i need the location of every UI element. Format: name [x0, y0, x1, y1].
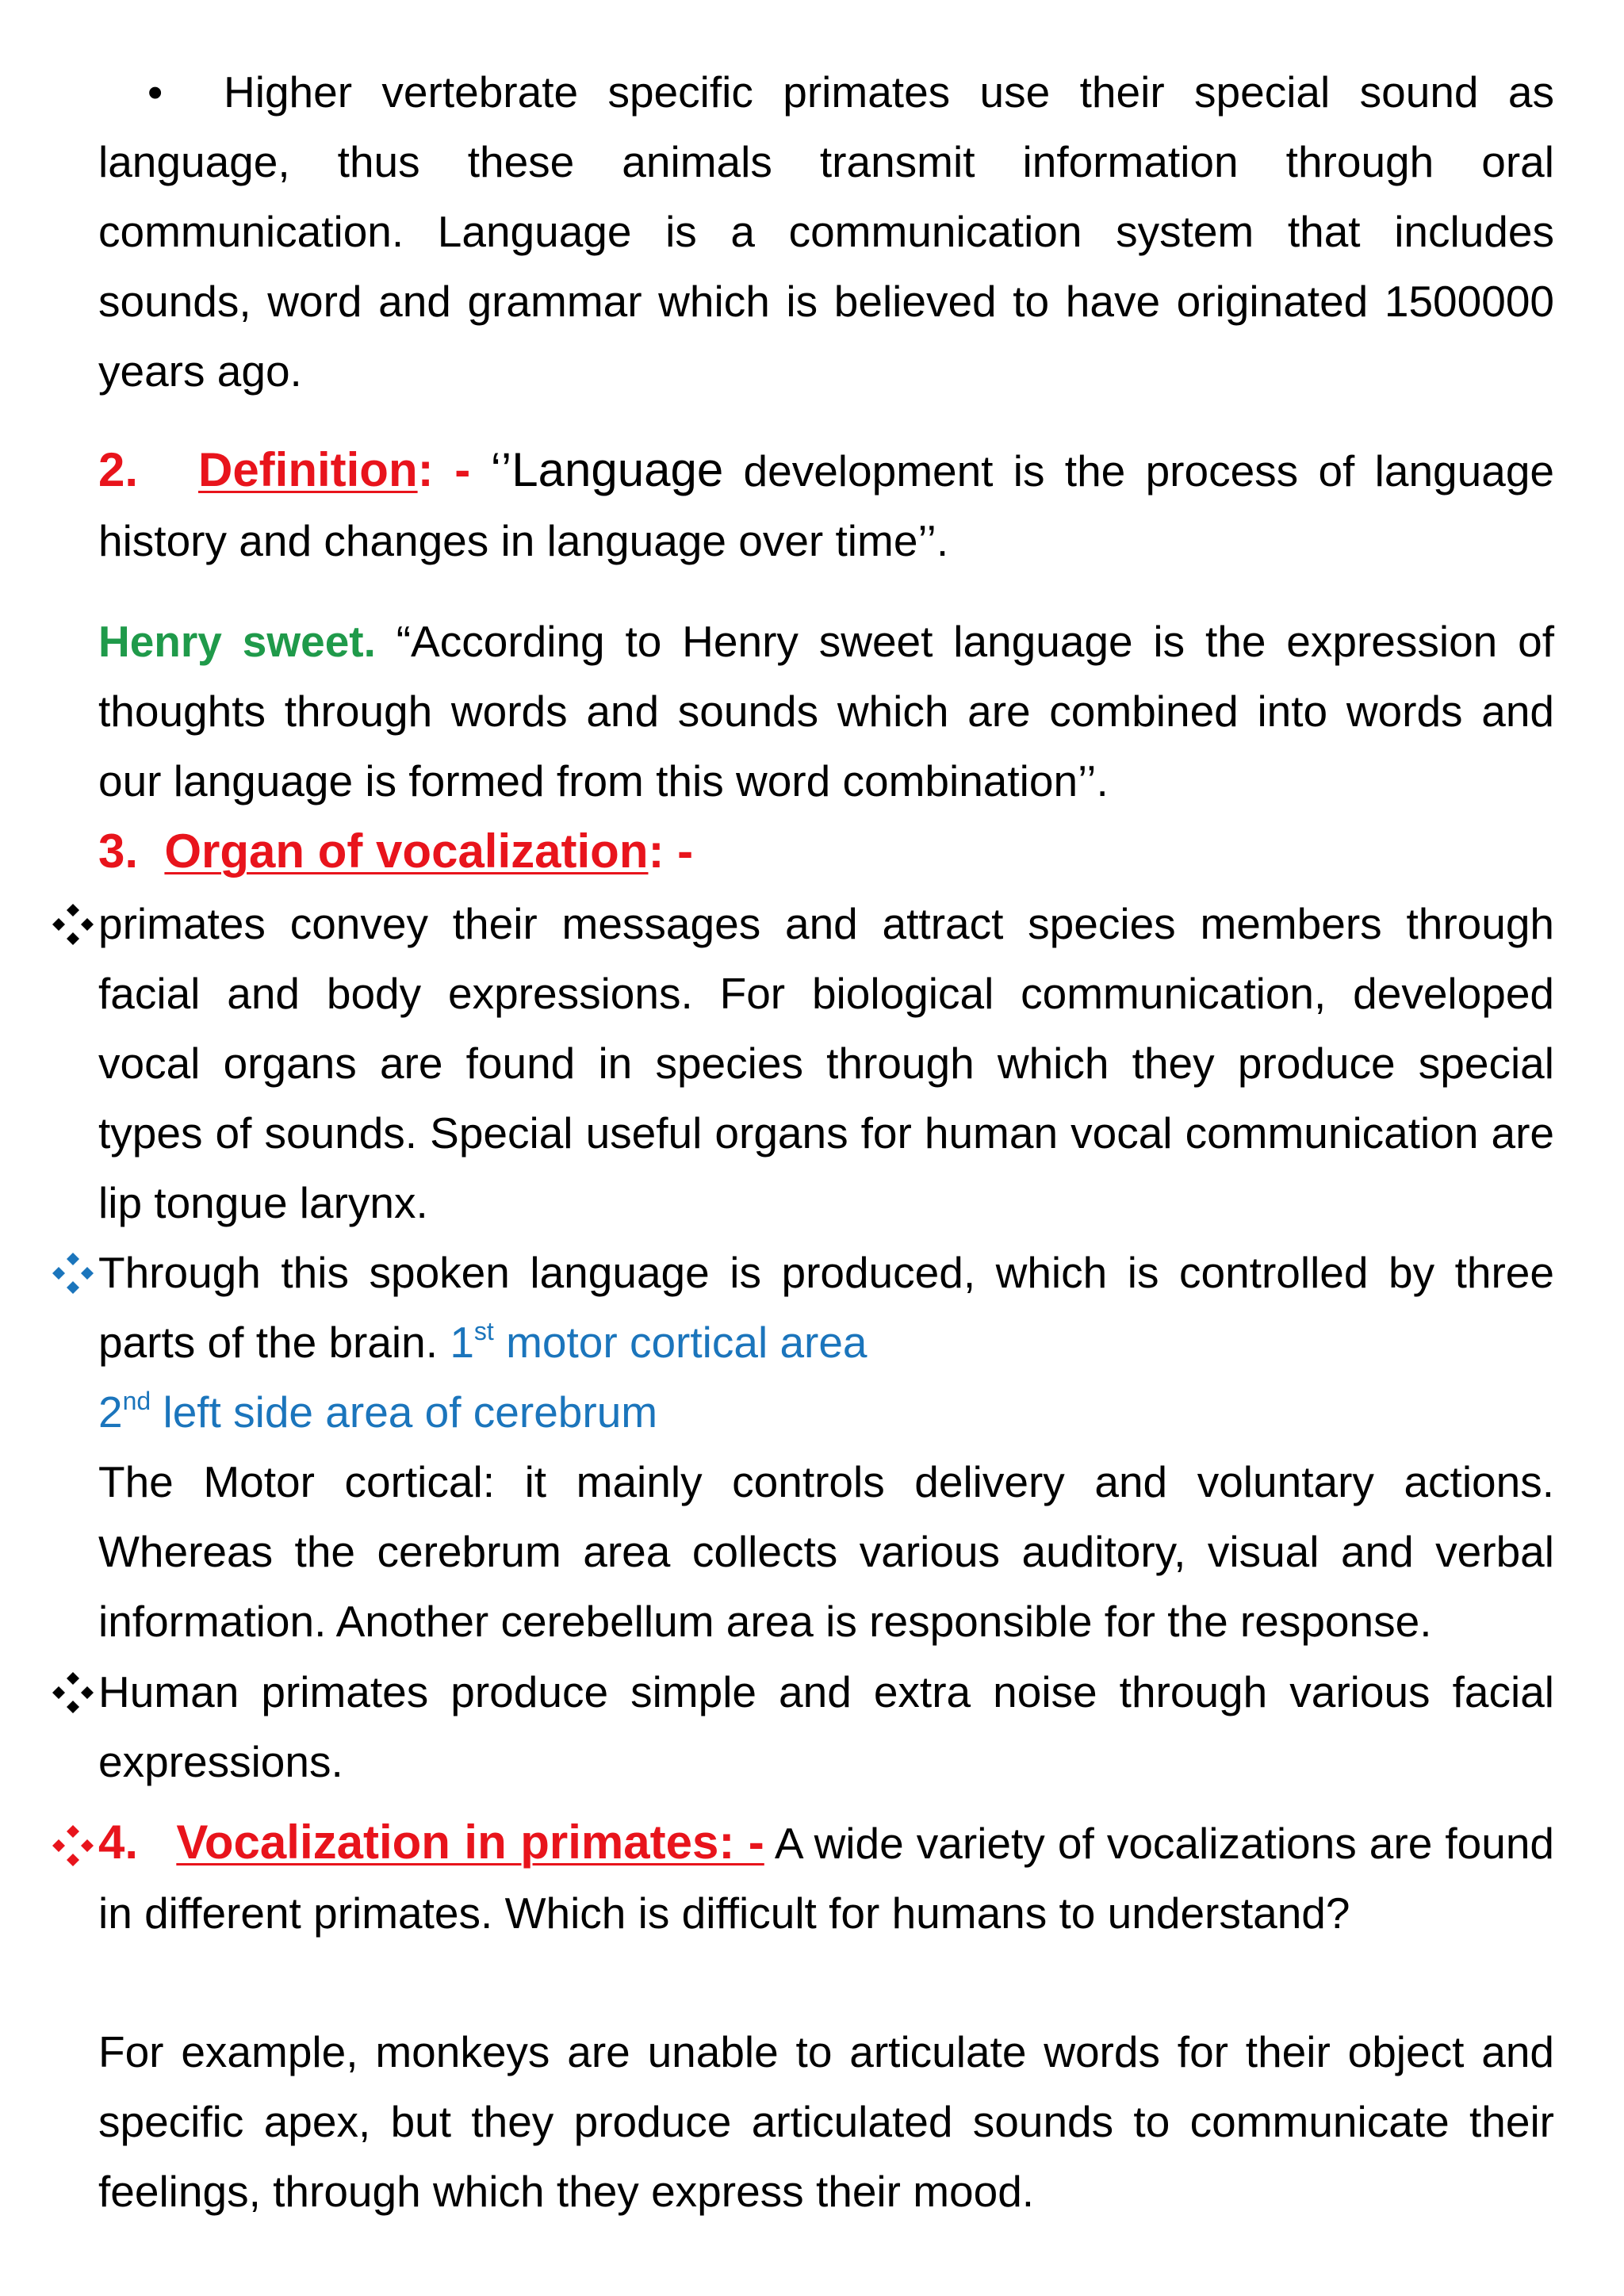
four-diamond-bullet-icon [49, 1669, 97, 1716]
section-4-text: A wide variety of vocalizations are found in different primates. Which is difficult for humans to understand? [98, 1819, 1555, 1938]
henry-sweet-paragraph [98, 607, 1554, 816]
section-3-sep: : - [648, 825, 694, 878]
brain-part-1: 1st motor cortical area [450, 1317, 868, 1367]
four-diamond-bullet-icon [49, 1822, 97, 1869]
four-diamond-bullet-icon [49, 1249, 97, 1297]
vocalization-paragraph [98, 1808, 1554, 1948]
organ-item-2 [98, 1238, 1554, 1377]
section-3-heading-row [98, 817, 693, 886]
section-4-number: 4. [98, 1816, 139, 1869]
section-2-sep: : - [417, 443, 471, 496]
definition-quote-start: ‘’Language [490, 443, 724, 496]
brain-part-2: 2nd left side area of cerebrum [98, 1387, 658, 1437]
example-paragraph: For example, monkeys are unable to articulate words for their object and specific apex, but they produce articulated sounds to communicate their feelings, through which they express their mood. [98, 2027, 1554, 2216]
section-3-heading: Organ of vocalization [164, 825, 649, 878]
section-2-number: 2. [98, 443, 139, 496]
four-diamond-bullet-icon [49, 901, 97, 948]
bullet-dot-icon: • [147, 67, 163, 117]
henry-sweet-quote: “According to Henry sweet language is the expression of thoughts through words and sounds which are combined into words and our language is formed from this word combination’’. [98, 617, 1554, 806]
henry-sweet-name: Henry sweet. [98, 617, 376, 666]
definition-paragraph [98, 435, 1554, 576]
organ-item-3: Human primates produce simple and extra noise through various facial expressions. [98, 1667, 1554, 1786]
organ-item-1: primates convey their messages and attract species members through facial and body expressions. For biological communication, developed vocal organs are found in species through which they produce special types of sounds. Special useful organs for human vocal communication are lip tongue larynx. [98, 899, 1554, 1227]
motor-cortical-paragraph: The Motor cortical: it mainly controls delivery and voluntary actions. Whereas the cerebrum area collects various auditory, visual and verbal information. Another cerebellum area is responsible for the response. [98, 1457, 1554, 1646]
section-4-heading: Vocalization in primates: - [176, 1816, 764, 1869]
definition-text: development is the process of language history and changes in language over time’’. [98, 446, 1554, 565]
section-2-heading: Definition [197, 443, 418, 496]
intro-paragraph [98, 57, 1554, 406]
organ-item-2-text: Through this spoken language is produced, which is controlled by three parts of the brain. [98, 1248, 1554, 1367]
section-3-number: 3. [98, 825, 139, 878]
intro-text: Higher vertebrate specific primates use their special sound as language, thus these animals transmit information through oral communication. Language is a communication system that includes sounds, word and grammar which is believed to have originated 1500000 years ago. [98, 67, 1554, 396]
